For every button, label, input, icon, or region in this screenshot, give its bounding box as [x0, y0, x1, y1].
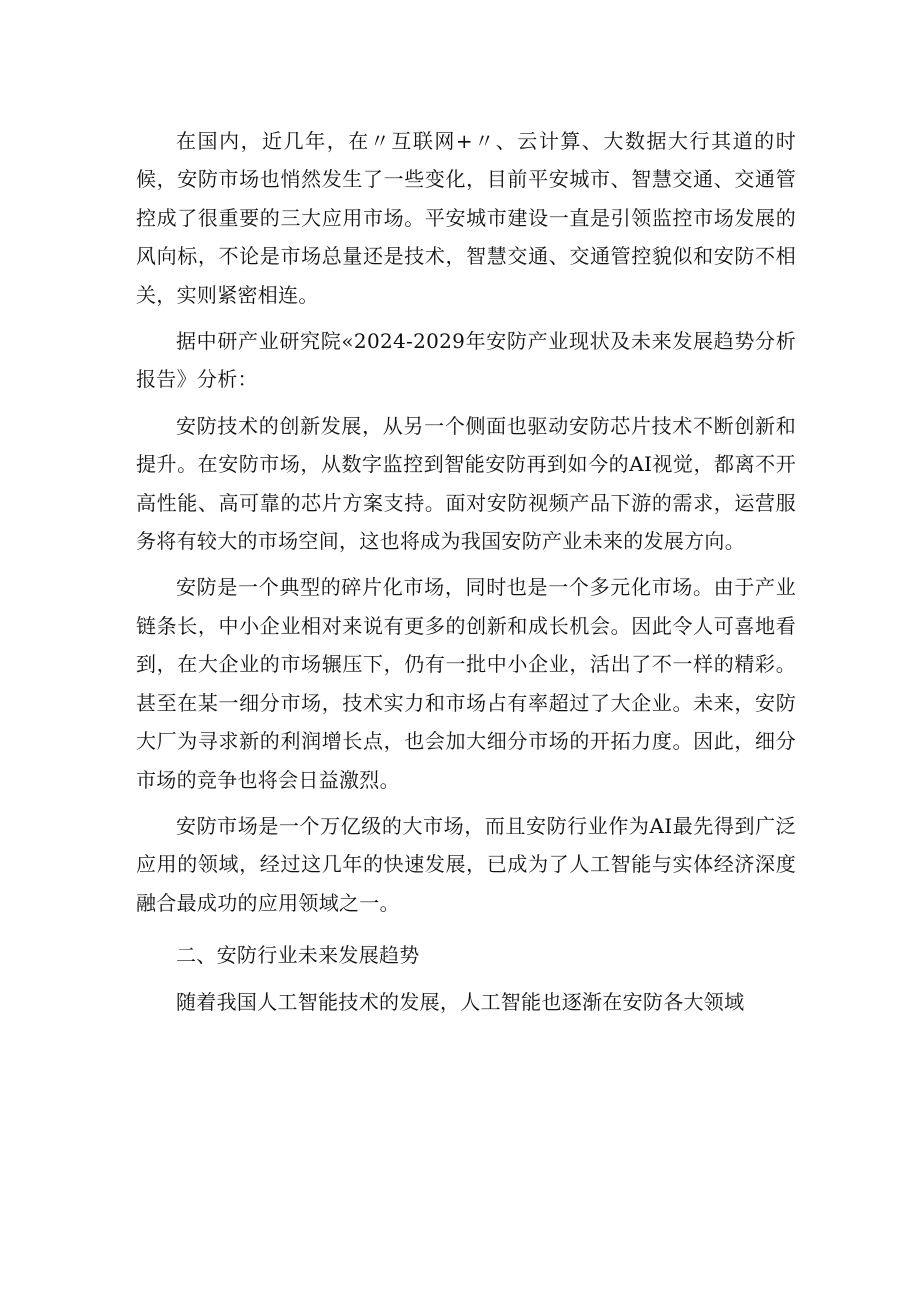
section-heading: 二、安防行业未来发展趋势 — [176, 943, 420, 968]
paragraph-ai-development: 随着我国人工智能技术的发展，人工智能也逐渐在安防各大领域 — [176, 989, 745, 1014]
document-body — [136, 122, 796, 1029]
paragraph-ai-application: 安防市场是一个万亿级的大市场，而且安防行业作为AI最先得到广泛应用的领域，经过这几年的快速发展，已成为了人工智能与实体经济深度融合最成功的应用领域之一。 — [136, 813, 796, 915]
paragraph-chip-innovation: 安防技术的创新发展，从另一个侧面也驱动安防芯片技术不断创新和提升。在安防市场，从数字监控到智能安防再到如今的AI视觉，都离不开高性能、高可靠的芯片方案支持。面对安防视频产品下游的需求，运营服务将有较大的市场空间，这也将成为我国安防产业未来的发展方向。 — [136, 413, 796, 554]
paragraph-domestic-market: 在国内，近几年，在〃互联网+〃、云计算、大数据大行其道的时候，安防市场也悄然发生了一些变化，目前平安城市、智慧交通、交通管控成了很重要的三大应用市场。平安城市建设一直是引领监控市场发展的风向标，不论是市场总量还是技术，智慧交通、交通管控貌似和安防不相关，实则紧密相连。 — [136, 129, 796, 307]
paragraph-fragmented-market: 安防是一个典型的碎片化市场，同时也是一个多元化市场。由于产业链条长，中小企业相对来说有更多的创新和成长机会。因此令人可喜地看到，在大企业的市场辗压下，仍有一批中小企业，活出了不一样的精彩。甚至在某一细分市场，技术实力和市场占有率超过了大企业。未来，安防大厂为寻求新的利润增长点，也会加大细分市场的开拓力度。因此，细分市场的竞争也将会日益激烈。 — [136, 575, 796, 792]
paragraph-report-source: 据中研产业研究院«2024-2029年安防产业现状及未来发展趋势分析报告》分析： — [136, 329, 796, 392]
